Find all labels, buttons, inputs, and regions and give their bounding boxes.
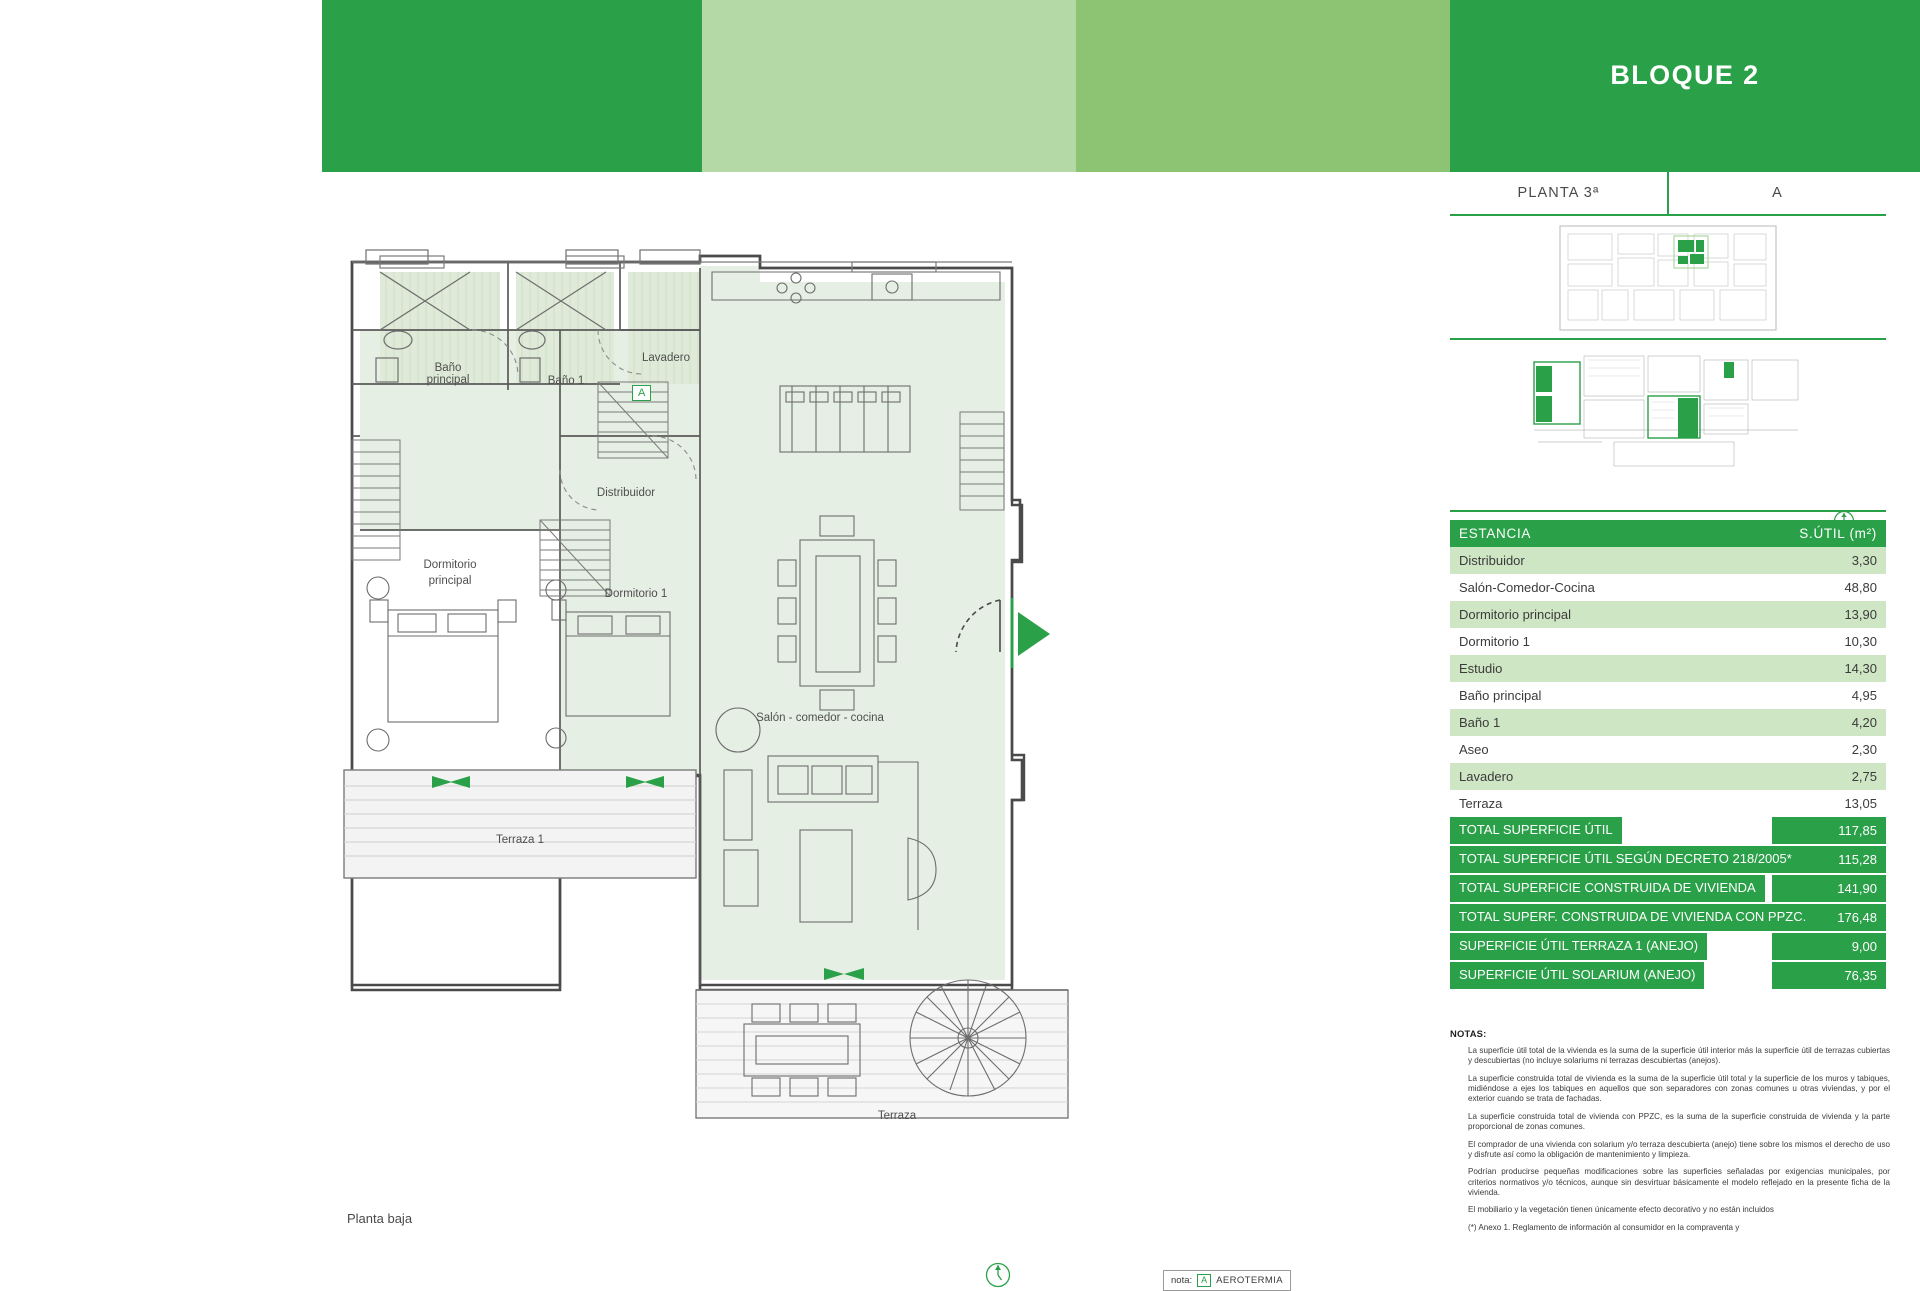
room-name: Distribuidor	[1450, 547, 1772, 574]
unit-type-label: A	[1772, 185, 1783, 201]
table-row	[1450, 655, 1886, 682]
total-label: TOTAL SUPERFICIE CONSTRUIDA DE VIVIENDA	[1450, 875, 1765, 902]
room-label-distribuidor: Distribuidor	[596, 487, 656, 499]
room-area: 14,30	[1772, 655, 1886, 682]
room-name: Dormitorio 1	[1450, 628, 1772, 655]
surfaces-table	[1450, 520, 1886, 989]
legend-code: A	[1197, 1274, 1211, 1287]
note-item: La superficie construida total de vivienda es la suma de la superficie útil total y la superficie de los muros y tabiques, midiéndose a ejes los tabiques en aquellos que son separadores con zonas comunes u otras viviendas, y por el exterior cuando se trata de fachadas.	[1468, 1073, 1890, 1104]
table-row	[1450, 601, 1886, 628]
total-label: SUPERFICIE ÚTIL SOLARIUM (ANEJO)	[1450, 962, 1704, 989]
room-label-dormitorio-principal: Dormitorio principal	[423, 559, 477, 587]
room-label-salon: Salón - comedor - cocina	[756, 712, 884, 724]
room-area: 4,95	[1772, 682, 1886, 709]
total-label: TOTAL SUPERFICIE ÚTIL SEGÚN DECRETO 218/2005*	[1450, 846, 1801, 873]
room-label-terraza: Terraza	[877, 1110, 917, 1122]
total-label: SUPERFICIE ÚTIL TERRAZA 1 (ANEJO)	[1450, 933, 1707, 960]
total-row	[1450, 962, 1886, 989]
notes-title: NOTAS:	[1450, 1028, 1487, 1039]
room-label-dormitorio-1: Dormitorio 1	[604, 588, 668, 600]
room-label-bano-principal: Baño principal	[426, 362, 470, 386]
col-estancia: ESTANCIA	[1450, 520, 1772, 547]
room-name: Lavadero	[1450, 763, 1772, 790]
aerotermia-legend	[1163, 1270, 1291, 1291]
total-row	[1450, 875, 1886, 902]
key-plan	[1450, 216, 1886, 340]
room-name: Terraza	[1450, 790, 1772, 817]
room-name: Estudio	[1450, 655, 1772, 682]
note-item: (*) Anexo 1. Reglamento de información al consumidor en la compraventa y	[1468, 1222, 1740, 1232]
total-label: TOTAL SUPERF. CONSTRUIDA DE VIVIENDA CON PPZC.	[1450, 904, 1815, 931]
table-row	[1450, 547, 1886, 574]
table-row	[1450, 736, 1886, 763]
note-item: La superficie construida total de vivienda con PPZC, es la suma de la superficie construida de vivienda y la parte proporcional de zonas comunes.	[1468, 1111, 1890, 1132]
table-row	[1450, 682, 1886, 709]
total-value: 141,90	[1772, 875, 1886, 902]
room-name: Salón-Comedor-Cocina	[1450, 574, 1772, 601]
table-row	[1450, 574, 1886, 601]
col-sutil: S.ÚTIL (m²)	[1772, 520, 1886, 547]
table-header-row	[1450, 520, 1886, 547]
room-area: 3,30	[1772, 547, 1886, 574]
aerotermia-marker: A	[632, 385, 651, 401]
total-value: 115,28	[1772, 846, 1886, 873]
info-panel	[1450, 172, 1886, 989]
key-plan-drawing	[1558, 224, 1778, 332]
floor-type-row	[1450, 172, 1886, 216]
room-area: 2,30	[1772, 736, 1886, 763]
legend-text: AEROTERMIA	[1216, 1275, 1283, 1286]
total-value: 76,35	[1772, 962, 1886, 989]
plan-caption: Planta baja	[347, 1211, 413, 1226]
room-name: Baño principal	[1450, 682, 1772, 709]
room-area: 48,80	[1772, 574, 1886, 601]
site-plan	[1450, 340, 1886, 512]
room-label-lavadero: Lavadero	[642, 352, 690, 364]
site-plan-drawing	[1528, 346, 1808, 478]
total-value: 9,00	[1772, 933, 1886, 960]
room-name: Baño 1	[1450, 709, 1772, 736]
entrance-arrow-icon	[1018, 612, 1050, 656]
table-row	[1450, 763, 1886, 790]
room-name: Aseo	[1450, 736, 1772, 763]
total-value: 117,85	[1772, 817, 1886, 844]
note-item: El comprador de una vivienda con solarium y/o terraza descubierta (anejo) tiene sobre los mismos el derecho de uso y disfrute así como la obligación de mantenimiento y limpieza.	[1468, 1139, 1890, 1159]
room-area: 13,90	[1772, 601, 1886, 628]
total-value: 176,48	[1772, 904, 1886, 931]
room-area: 2,75	[1772, 763, 1886, 790]
room-area: 13,05	[1772, 790, 1886, 817]
room-label-bano-1: Baño 1	[547, 375, 585, 387]
table-row	[1450, 790, 1886, 817]
notes-block	[1450, 1028, 1890, 1233]
total-row	[1450, 817, 1886, 844]
room-area: 4,20	[1772, 709, 1886, 736]
total-row	[1450, 933, 1886, 960]
total-label: TOTAL SUPERFICIE ÚTIL	[1450, 817, 1622, 844]
total-row	[1450, 904, 1886, 931]
total-row	[1450, 846, 1886, 873]
room-area: 10,30	[1772, 628, 1886, 655]
note-item: El mobiliario y la vegetación tienen únicamente efecto decorativo y no están incluidos	[1468, 1205, 1774, 1215]
room-name: Dormitorio principal	[1450, 601, 1772, 628]
note-item: La superficie útil total de la vivienda es la suma de la superficie útil interior más la superficie útil de terrazas cubiertas y descubiertas (no incluye solariums ni terrazas descubiertas (anejos).	[1468, 1046, 1890, 1066]
table-row	[1450, 628, 1886, 655]
table-row	[1450, 709, 1886, 736]
page-title: BLOQUE 2	[1610, 60, 1760, 90]
room-label-terraza-1: Terraza 1	[496, 834, 544, 846]
legend-nota-label: nota:	[1171, 1275, 1193, 1286]
floor-label: PLANTA 3ª	[1450, 172, 1669, 214]
note-item: Podrían producirse pequeñas modificaciones sobre las superficies señaladas por exigencias municipales, por criterios normativos y/o técnicos, aunque sin desvirtuar básicamente el modelo reflejado en la presente ficha de la vivienda.	[1468, 1167, 1890, 1197]
